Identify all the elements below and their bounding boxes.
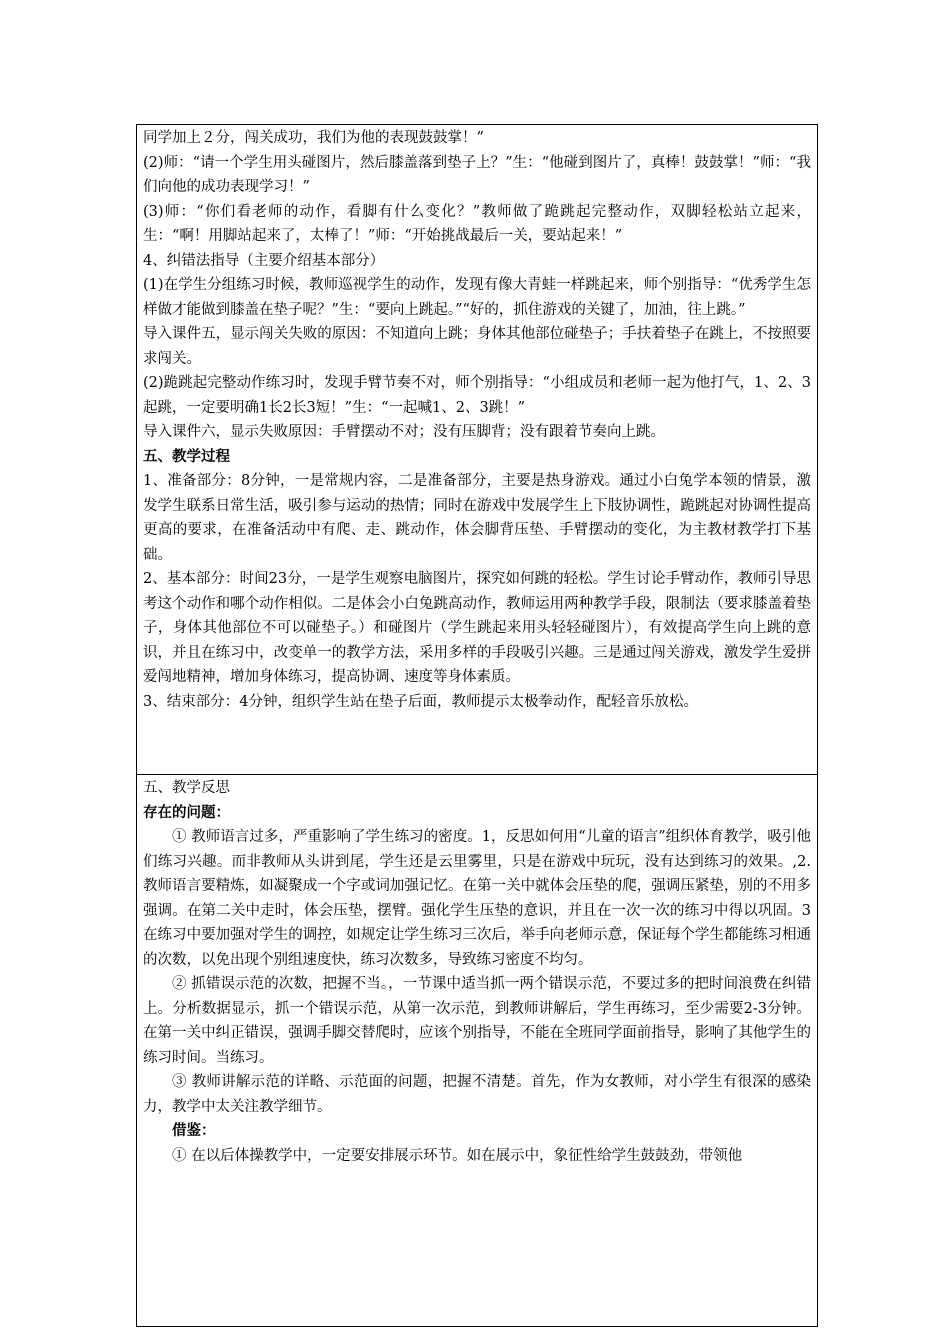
paragraph: 导入课件六，显示失败原因：手臂摆动不对；没有压脚背；没有跟着节奏向上跳。 — [143, 424, 665, 440]
paragraph: 导入课件五，显示闯关失败的原因：不知道向上跳；身体其他部位碰垫子；手扶着垫子在跳上，不按照要求闯关。 — [143, 326, 811, 367]
section-heading-teaching-process: 五、教学过程 — [143, 447, 230, 465]
section-heading-teaching-reflection: 五、教学反思 — [143, 780, 230, 796]
teaching-process-cell — [137, 125, 817, 774]
problem-paragraph: ② 抓错误示范的次数，把握不当。，一节课中适当抓一两个错误示范，不要过多的把时间浪费在纠错上。分析数据显示，抓一个错误示范，从第一次示范，到教师讲解后，学生再练习，至少需要2-3分钟。在第一关中纠正错误，强调手脚交替爬时，应该个别指导，不能在全班同学面前指导，影响了其他学生的练习时间。当练习。 — [143, 976, 811, 1066]
problem-paragraph: ③ 教师讲解示范的详略、示范面的问题，把握不清楚。首先，作为女教师，对小学生有很深的感染力，教学中太关注教学细节。 — [143, 1074, 811, 1115]
problem-paragraph: ① 教师语言过多，严重影响了学生练习的密度。1，反思如何用“儿童的语言”组织体育教学，吸引他们练习兴趣。而非教师从头讲到尾，学生还是云里雾里，只是在游戏中玩玩，没有达到练习的效果。,2.教师语言要精炼，如凝聚成一个字或词加强记忆。在第一关中就体会压垫的爬，强调压紧垫，别的不用多强调。在第二关中走时，体会压垫，摆臂。强化学生压垫的意识，并且在一次一次的练习中得以巩固。3在练习中要加强对学生的调控，如规定让学生练习三次后，举手向老师示意，保证每个学生都能练习相通的次数，以免出现个别组速度快，练习次数多，导致练习密度不均匀。 — [143, 829, 811, 968]
paragraph: (3)师：“你们看老师的动作，看脚有什么变化？”教师做了跪跳起完整动作，双脚轻松站立起来，生：“啊！用脚站起来了，太棒了！”师：“开始挑战最后一关，要站起来！” — [143, 203, 811, 244]
process-paragraph: 2、基本部分：时间23分，一是学生观察电脑图片，探究如何跳的轻松。学生讨论手臂动作，教师引导思考这个动作和哪个动作相似。二是体会小白兔跳高动作，教师运用两种教学手段，限制法（要求膝盖着垫子，身体其他部位不可以碰垫子。）和碰图片（学生跳起来用头轻轻碰图片），有效提高学生向上跳的意识，并且在练习中，改变单一的教学方法，采用多样的手段吸引兴趣。三是通过闯关游戏，激发学生爱拼爱闯地精神，增加身体练习，提高协调、速度等身体素质。 — [143, 571, 811, 685]
teaching-reflection-cell — [137, 774, 817, 1326]
paragraph: 4、纠错法指导（主要介绍基本部分） — [143, 252, 385, 269]
paragraph: (1)在学生分组练习时候，教师巡视学生的动作，发现有像大青蛙一样跳起来，师个别指导：“优秀学生怎样做才能做到膝盖在垫子呢？”生：“要向上跳起。”“好的，抓住游戏的关键了，加油，往上跳。” — [143, 277, 811, 318]
paragraph: 同学加上２分，闯关成功，我们为他的表现鼓鼓掌！” — [143, 130, 484, 146]
process-paragraph: 1、准备部分：8分钟，一是常规内容，二是准备部分，主要是热身游戏。通过小白兔学本领的情景，激发学生联系日常生活，吸引参与运动的热情；同时在游戏中发展学生上下肢协调性，跪跳起对协调性提高更高的要求，在准备活动中有爬、走、跳动作，体会脚背压垫、手臂摆动的变化，为主教材教学打下基础。 — [143, 473, 811, 563]
reference-paragraph: ① 在以后体操教学中，一定要安排展示环节。如在展示中，象征性给学生鼓鼓劲，带领他 — [172, 1147, 743, 1164]
reference-heading: 借鉴： — [172, 1122, 216, 1139]
problems-heading: 存在的问题： — [143, 803, 230, 821]
lesson-plan-table — [136, 124, 818, 1327]
process-paragraph: 3、结束部分：4分钟，组织学生站在垫子后面，教师提示太极拳动作，配轻音乐放松。 — [143, 693, 698, 710]
paragraph: (2)师：“请一个学生用头碰图片，然后膝盖落到垫子上？”生：“他碰到图片了，真棒！鼓鼓掌！”师：“我们向他的成功表现学习！” — [143, 154, 811, 195]
paragraph: (2)跪跳起完整动作练习时，发现手臂节奏不对，师个别指导：“小组成员和老师一起为他打气，1、2、3起跳，一定要明确1长2长3短！”生：“一起喊1、2、3跳！” — [143, 375, 811, 416]
